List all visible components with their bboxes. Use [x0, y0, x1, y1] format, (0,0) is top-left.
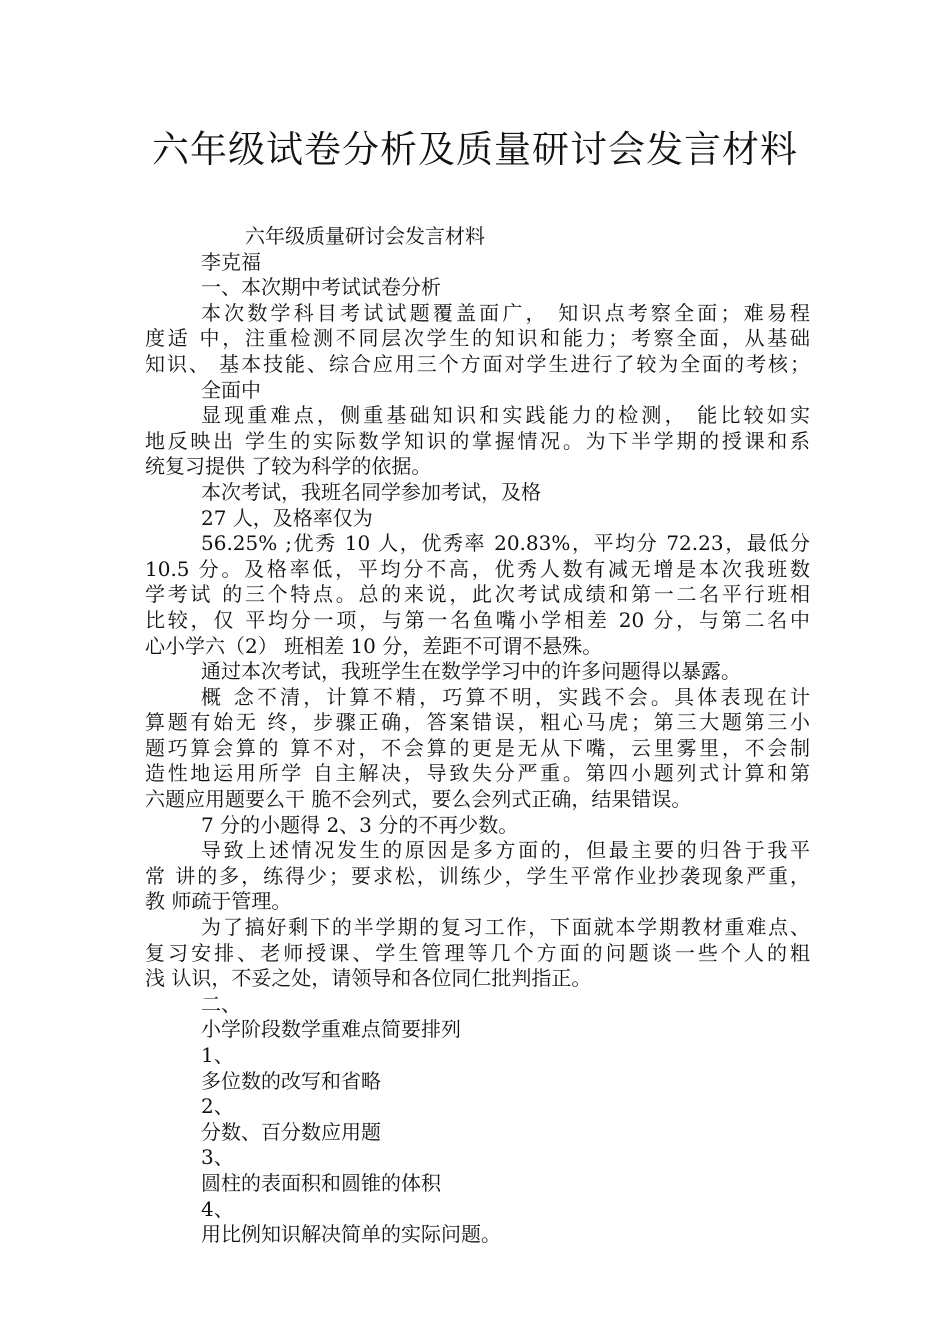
text-line: 地反映出 学生的实际数学知识的掌握情况。为下半学期的授课和系	[145, 428, 810, 453]
text-line: 56.25% ;优秀 10 人，优秀率 20.83%，平均分 72.23，最低分	[201, 531, 810, 556]
list-item: 分数、百分数应用题	[201, 1119, 381, 1144]
text-line: 10.5 分。及格率低，平均分不高，优秀人数有减无增是本次我班数	[145, 556, 810, 581]
text-line: 通过本次考试，我班学生在数学学习中的许多问题得以暴露。	[201, 659, 741, 684]
list-item: 圆柱的表面积和圆锥的体积	[201, 1170, 441, 1195]
list-item: 用比例知识解决简单的实际问题。	[201, 1222, 501, 1247]
text-line: 浅 认识，不妥之处，请领导和各位同仁批判指正。	[145, 966, 592, 991]
section-heading-2: 二、	[201, 991, 241, 1016]
list-number: 2、	[201, 1094, 234, 1119]
text-line: 教 师疏于管理。	[145, 889, 292, 914]
text-line: 概 念不清，计算不精，巧算不明，实践不会。具体表现在计	[201, 684, 810, 709]
text-line: 小学阶段数学重难点简要排列	[201, 1017, 461, 1042]
text-line: 六题应用题要么干 脆不会列式，要么会列式正确，结果错误。	[145, 787, 692, 812]
text-line: 比较，仅 平均分一项，与第一名鱼嘴小学相差 20 分，与第二名中	[145, 607, 810, 632]
text-line: 题巧算会算的 算不对，不会算的更是无从下嘴，云里雾里，不会制	[145, 735, 810, 760]
author-name: 李克福	[201, 249, 261, 274]
list-item: 多位数的改写和省略	[201, 1068, 381, 1093]
text-line: 学考试 的三个特点。总的来说，此次考试成绩和第一二名平行班相	[145, 582, 810, 607]
subtitle: 六年级质量研讨会发言材料	[245, 224, 485, 248]
page-title: 六年级试卷分析及质量研讨会发言材料	[152, 128, 798, 171]
text-line: 7 分的小题得 2、3 分的不再少数。	[201, 812, 519, 837]
text-line: 27 人，及格率仅为	[201, 505, 373, 530]
text-line: 导致上述情况发生的原因是多方面的，但最主要的归咎于我平	[201, 838, 810, 863]
text-line: 统复习提供 了较为科学的依据。	[145, 454, 432, 479]
text-line: 复习安排、老师授课、学生管理等几个方面的问题谈一些个人的粗	[145, 940, 810, 965]
list-number: 1、	[201, 1043, 234, 1067]
text-line: 本次考试，我班名同学参加考试，及格	[201, 479, 541, 504]
document-body	[145, 224, 810, 1248]
text-line: 知识、 基本技能、综合应用三个方面对学生进行了较为全面的考核；	[145, 351, 810, 376]
text-line: 算题有始无 终，步骤正确，答案错误，粗心马虎；第三大题第三小	[145, 710, 810, 735]
text-line: 常 讲的多，练得少；要求松，训练少，学生平常作业抄袭现象严重，	[145, 863, 810, 888]
list-number: 4、	[201, 1196, 234, 1221]
text-line: 度适 中，注重检测不同层次学生的知识和能力；考察全面，从基础	[145, 326, 810, 351]
section-heading-1: 一、本次期中考试试卷分析	[201, 275, 441, 300]
list-number: 3、	[201, 1145, 234, 1170]
text-line: 为了搞好剩下的半学期的复习工作，下面就本学期教材重难点、	[201, 915, 810, 940]
text-line: 显现重难点，侧重基础知识和实践能力的检测， 能比较如实	[201, 403, 810, 428]
text-line: 造性地运用所学 自主解决，导致失分严重。第四小题列式计算和第	[145, 761, 810, 786]
text-line: 本次数学科目考试试题覆盖面广， 知识点考察全面；难易程	[201, 300, 810, 325]
text-line: 心小学六（2） 班相差 10 分，差距不可谓不悬殊。	[145, 633, 603, 658]
text-line: 全面中	[201, 377, 261, 402]
